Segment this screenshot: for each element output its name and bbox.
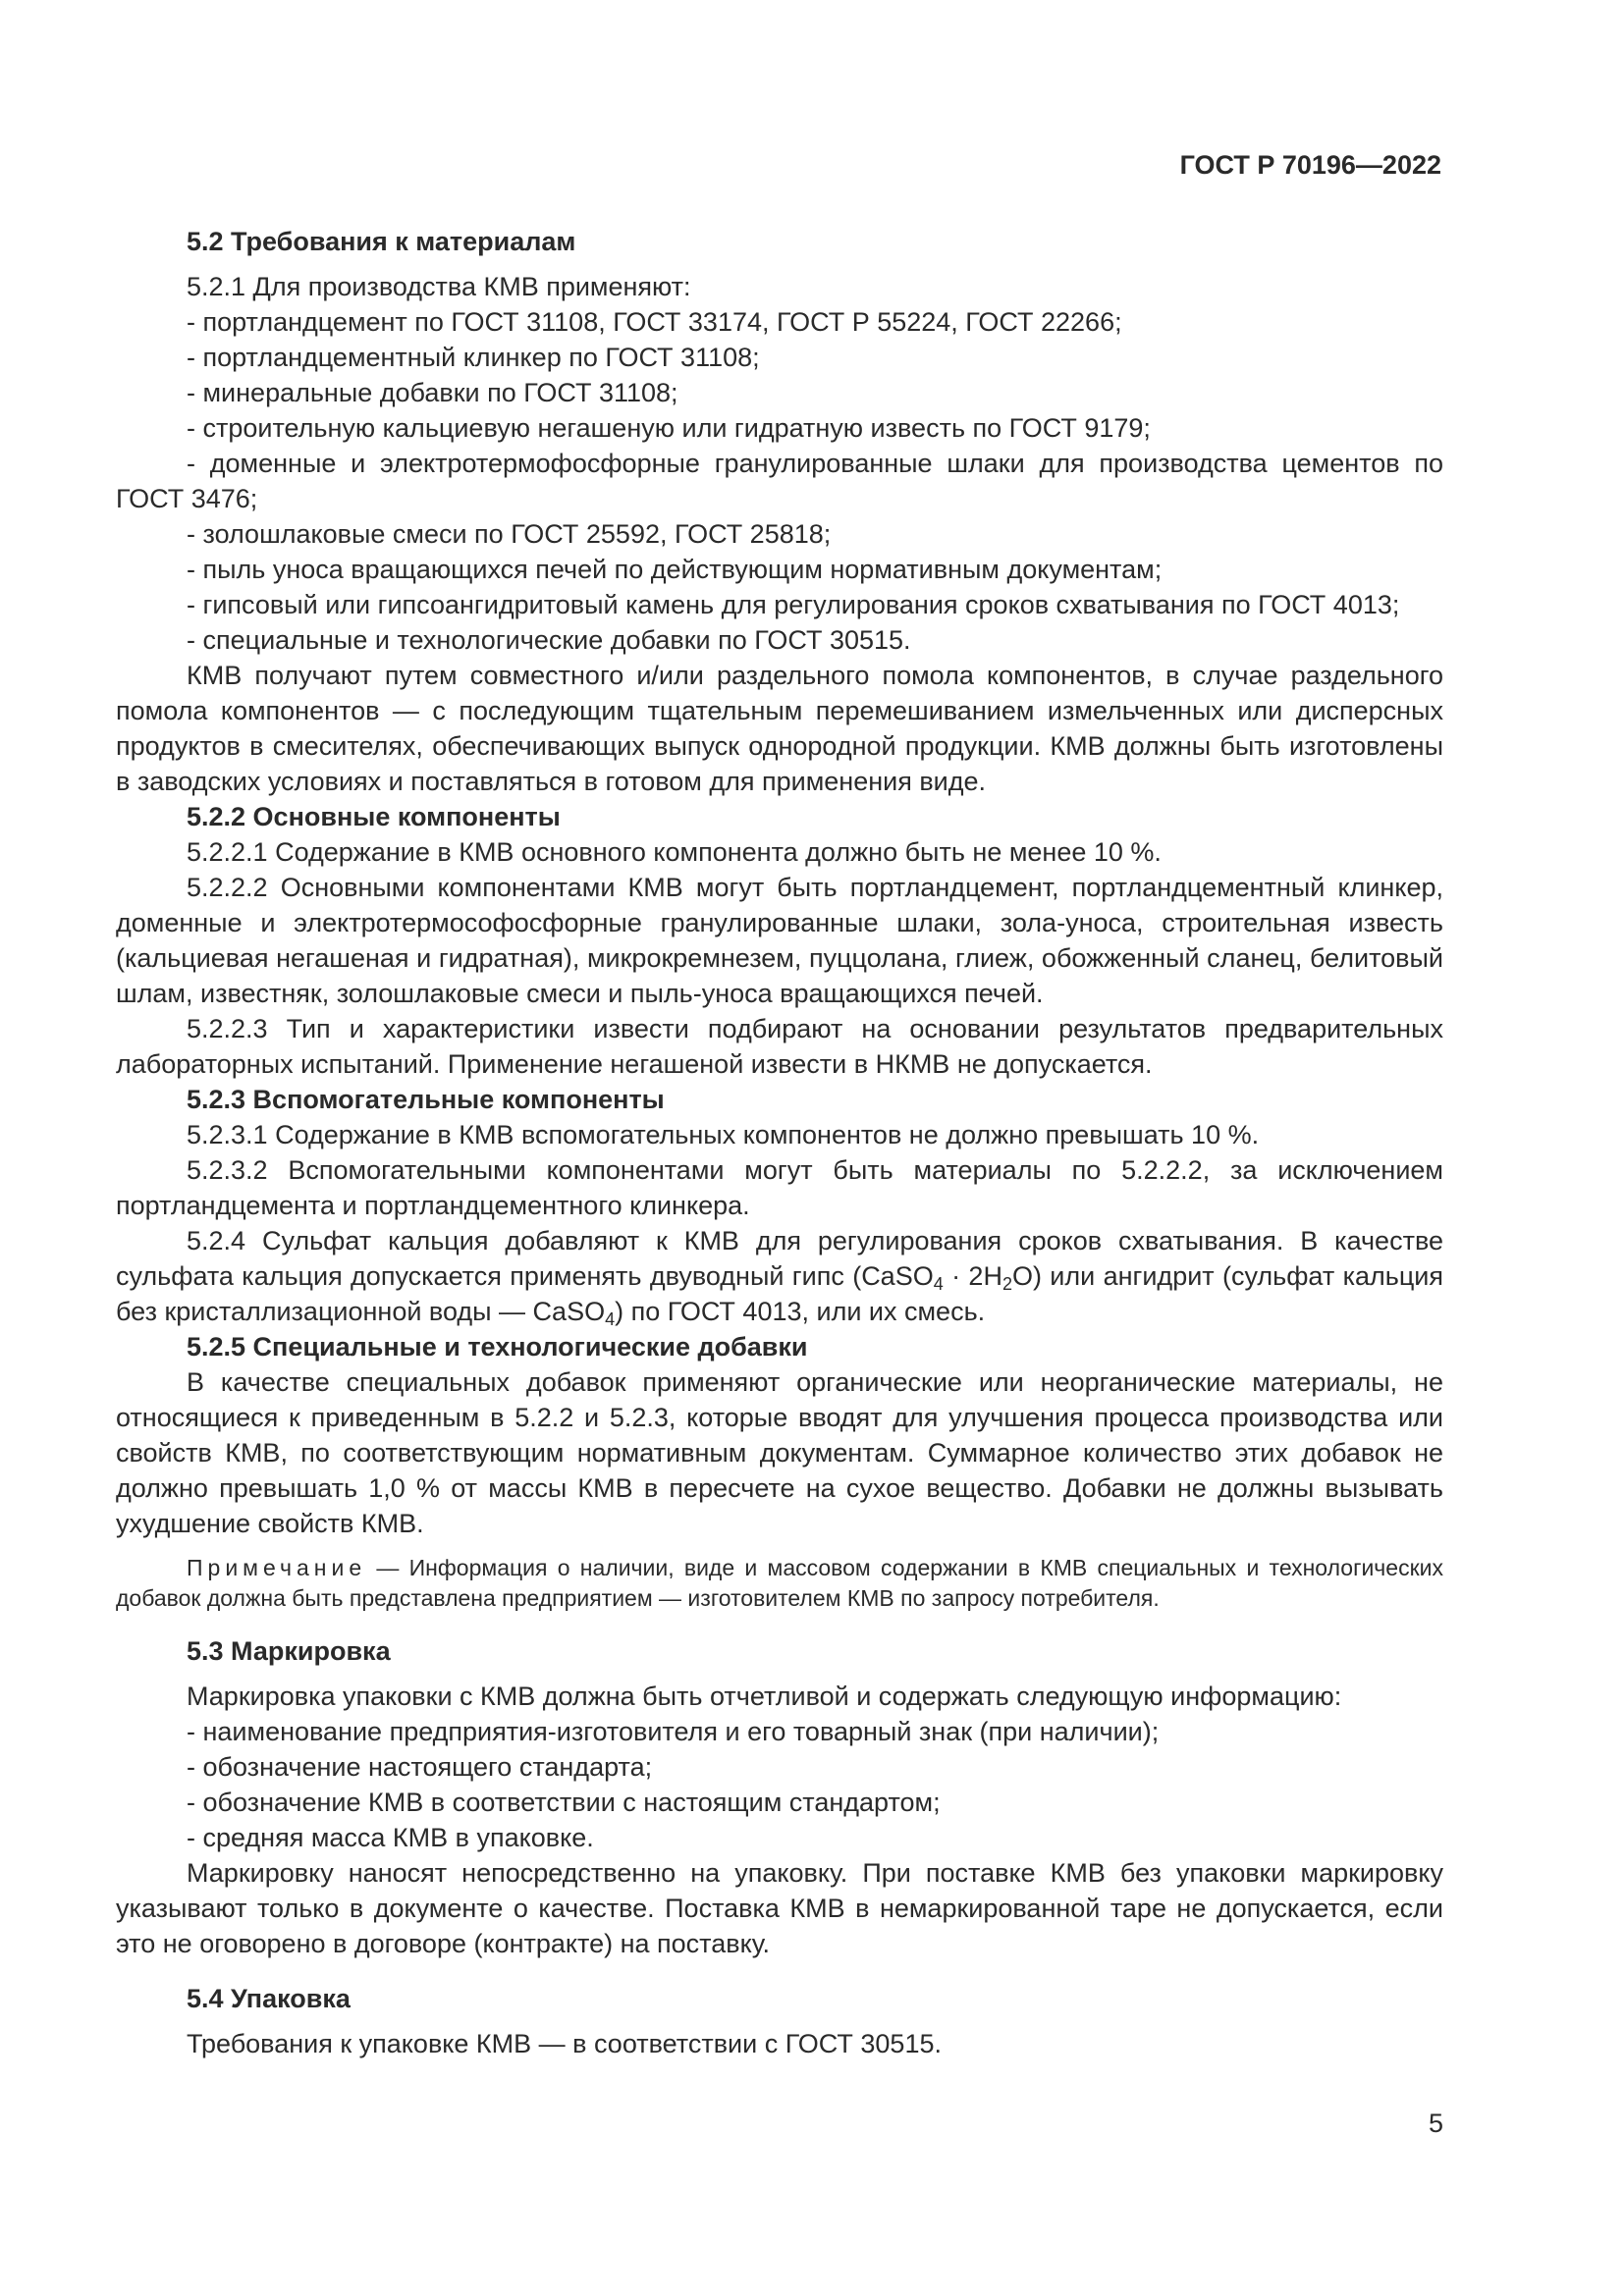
list-item: - наименование предприятия-изготовителя и его товарный знак (при наличии); [187,1717,1160,1746]
paragraph: Маркировку наносят непосредственно на упаковку. При поставке КМВ без упаковки маркировку указывают только в документе о качестве. Поставка КМВ в немаркированной таре не допускается, если это не оговорено в договоре (контракте) на поставку. [116,1858,1443,1958]
subsection-heading-5-2-2: 5.2.2 Основные компоненты [187,802,561,831]
note-text: — Информация о наличии, виде и массовом содержании в КМВ специальных и технологических добавок должна быть представлена предприятием — изготовителем КМВ по запросу потребителя. [116,1555,1443,1611]
list-item: - обозначение настоящего стандарта; [187,1752,653,1782]
page-number: 5 [1428,2109,1443,2138]
clause-5-2-2-2: 5.2.2.2 Основными компонентами КМВ могут быть портландцемент, портландцементный клинкер, доменные и электротермософосфорные гранулированные шлаки, зола-уноса, строительная известь (кальциевая негашеная и гидратная), микрокремнезем, пуццолана, глиеж, обожженный сланец, белитовый шлам, известняк, золошлаковые смеси и пыль-уноса вращающихся печей. [116,873,1443,1008]
list-item: - гипсовый или гипсоангидритовый камень для регулирования сроков схватывания по ГОСТ 4013; [187,590,1400,619]
list-item: - портландцемент по ГОСТ 31108, ГОСТ 33174, ГОСТ Р 55224, ГОСТ 22266; [187,307,1122,337]
note-label: Примечание [187,1555,367,1580]
subsection-heading-5-2-3: 5.2.3 Вспомогательные компоненты [187,1085,665,1114]
page-body [116,224,1443,2061]
list-item: - доменные и электротермофосфорные гранулированные шлаки для производства цементов по ГОСТ 3476; [116,449,1443,513]
list-item: - строительную кальциевую негашеную или гидратную известь по ГОСТ 9179; [187,413,1151,443]
clause-5-2-2-3: 5.2.2.3 Тип и характеристики извести подбирают на основании результатов предварительных лабораторных испытаний. Применение негашеной извести в НКМВ не допускается. [116,1014,1443,1079]
list-item: - золошлаковые смеси по ГОСТ 25592, ГОСТ 25818; [187,519,832,549]
paragraph: Требования к упаковке КМВ — в соответствии с ГОСТ 30515. [187,2029,942,2058]
list-item: - средняя масса КМВ в упаковке. [187,1823,594,1852]
list-item: - обозначение КМВ в соответствии с настоящим стандартом; [187,1788,941,1817]
standard-designation: ГОСТ Р 70196—2022 [1179,150,1441,180]
clause-5-2-3-1: 5.2.3.1 Содержание в КМВ вспомогательных компонентов не должно превышать 10 %. [187,1120,1260,1149]
list-item: - портландцементный клинкер по ГОСТ 31108; [187,343,760,372]
note [116,1553,1443,1614]
list-item: - специальные и технологические добавки по ГОСТ 30515. [187,625,911,655]
clause-5-2-3-2: 5.2.3.2 Вспомогательными компонентами могут быть материалы по 5.2.2.2, за исключением портландцемента и портландцементного клинкера. [116,1155,1443,1220]
list-item: - пыль уноса вращающихся печей по действующим нормативным документам; [187,555,1163,584]
subsection-heading-5-2-5: 5.2.5 Специальные и технологические добавки [187,1332,808,1362]
section-heading-5-2: 5.2 Требования к материалам [187,227,576,256]
paragraph: В качестве специальных добавок применяют органические или неорганические материалы, не относящиеся к приведенным в 5.2.2 и 5.2.3, которые вводят для улучшения процесса производства или свойств КМВ, по соответствующим нормативным документам. Суммарное количество этих добавок не должно превышать 1,0 % от массы КМВ в пересчете на сухое вещество. Добавки не должны вызывать ухудшение свойств КМВ. [116,1367,1443,1538]
paragraph: КМВ получают путем совместного и/или раздельного помола компонентов, в случае раздельного помола компонентов — с последующим тщательным перемешиванием измельченных или дисперсных продуктов в смесителях, обеспечивающих выпуск однородной продукции. КМВ должны быть изготовлены в заводских условиях и поставляться в готовом для применения виде. [116,661,1443,796]
clause-5-2-4: 5.2.4 Сульфат кальция добавляют к КМВ для регулирования сроков схватывания. В качестве сульфата кальция допускается применять двуводный гипс (CaSO$_4$ · $2H_2O$) или ангидрит (сульфат кальция без кристаллизационной воды — CaSO$_4$) по ГОСТ 4013, или их смесь. [116,1226,1443,1329]
clause-5-2-1-intro: 5.2.1 Для производства КМВ применяют: [187,272,691,301]
clause-5-2-2-1: 5.2.2.1 Содержание в КМВ основного компонента должно быть не менее 10 %. [187,837,1162,867]
list-item: - минеральные добавки по ГОСТ 31108; [187,378,678,407]
section-heading-5-4: 5.4 Упаковка [187,1984,351,2013]
section-heading-5-3: 5.3 Маркировка [187,1636,391,1666]
paragraph: Маркировка упаковки с КМВ должна быть отчетливой и содержать следующую информацию: [187,1682,1342,1711]
